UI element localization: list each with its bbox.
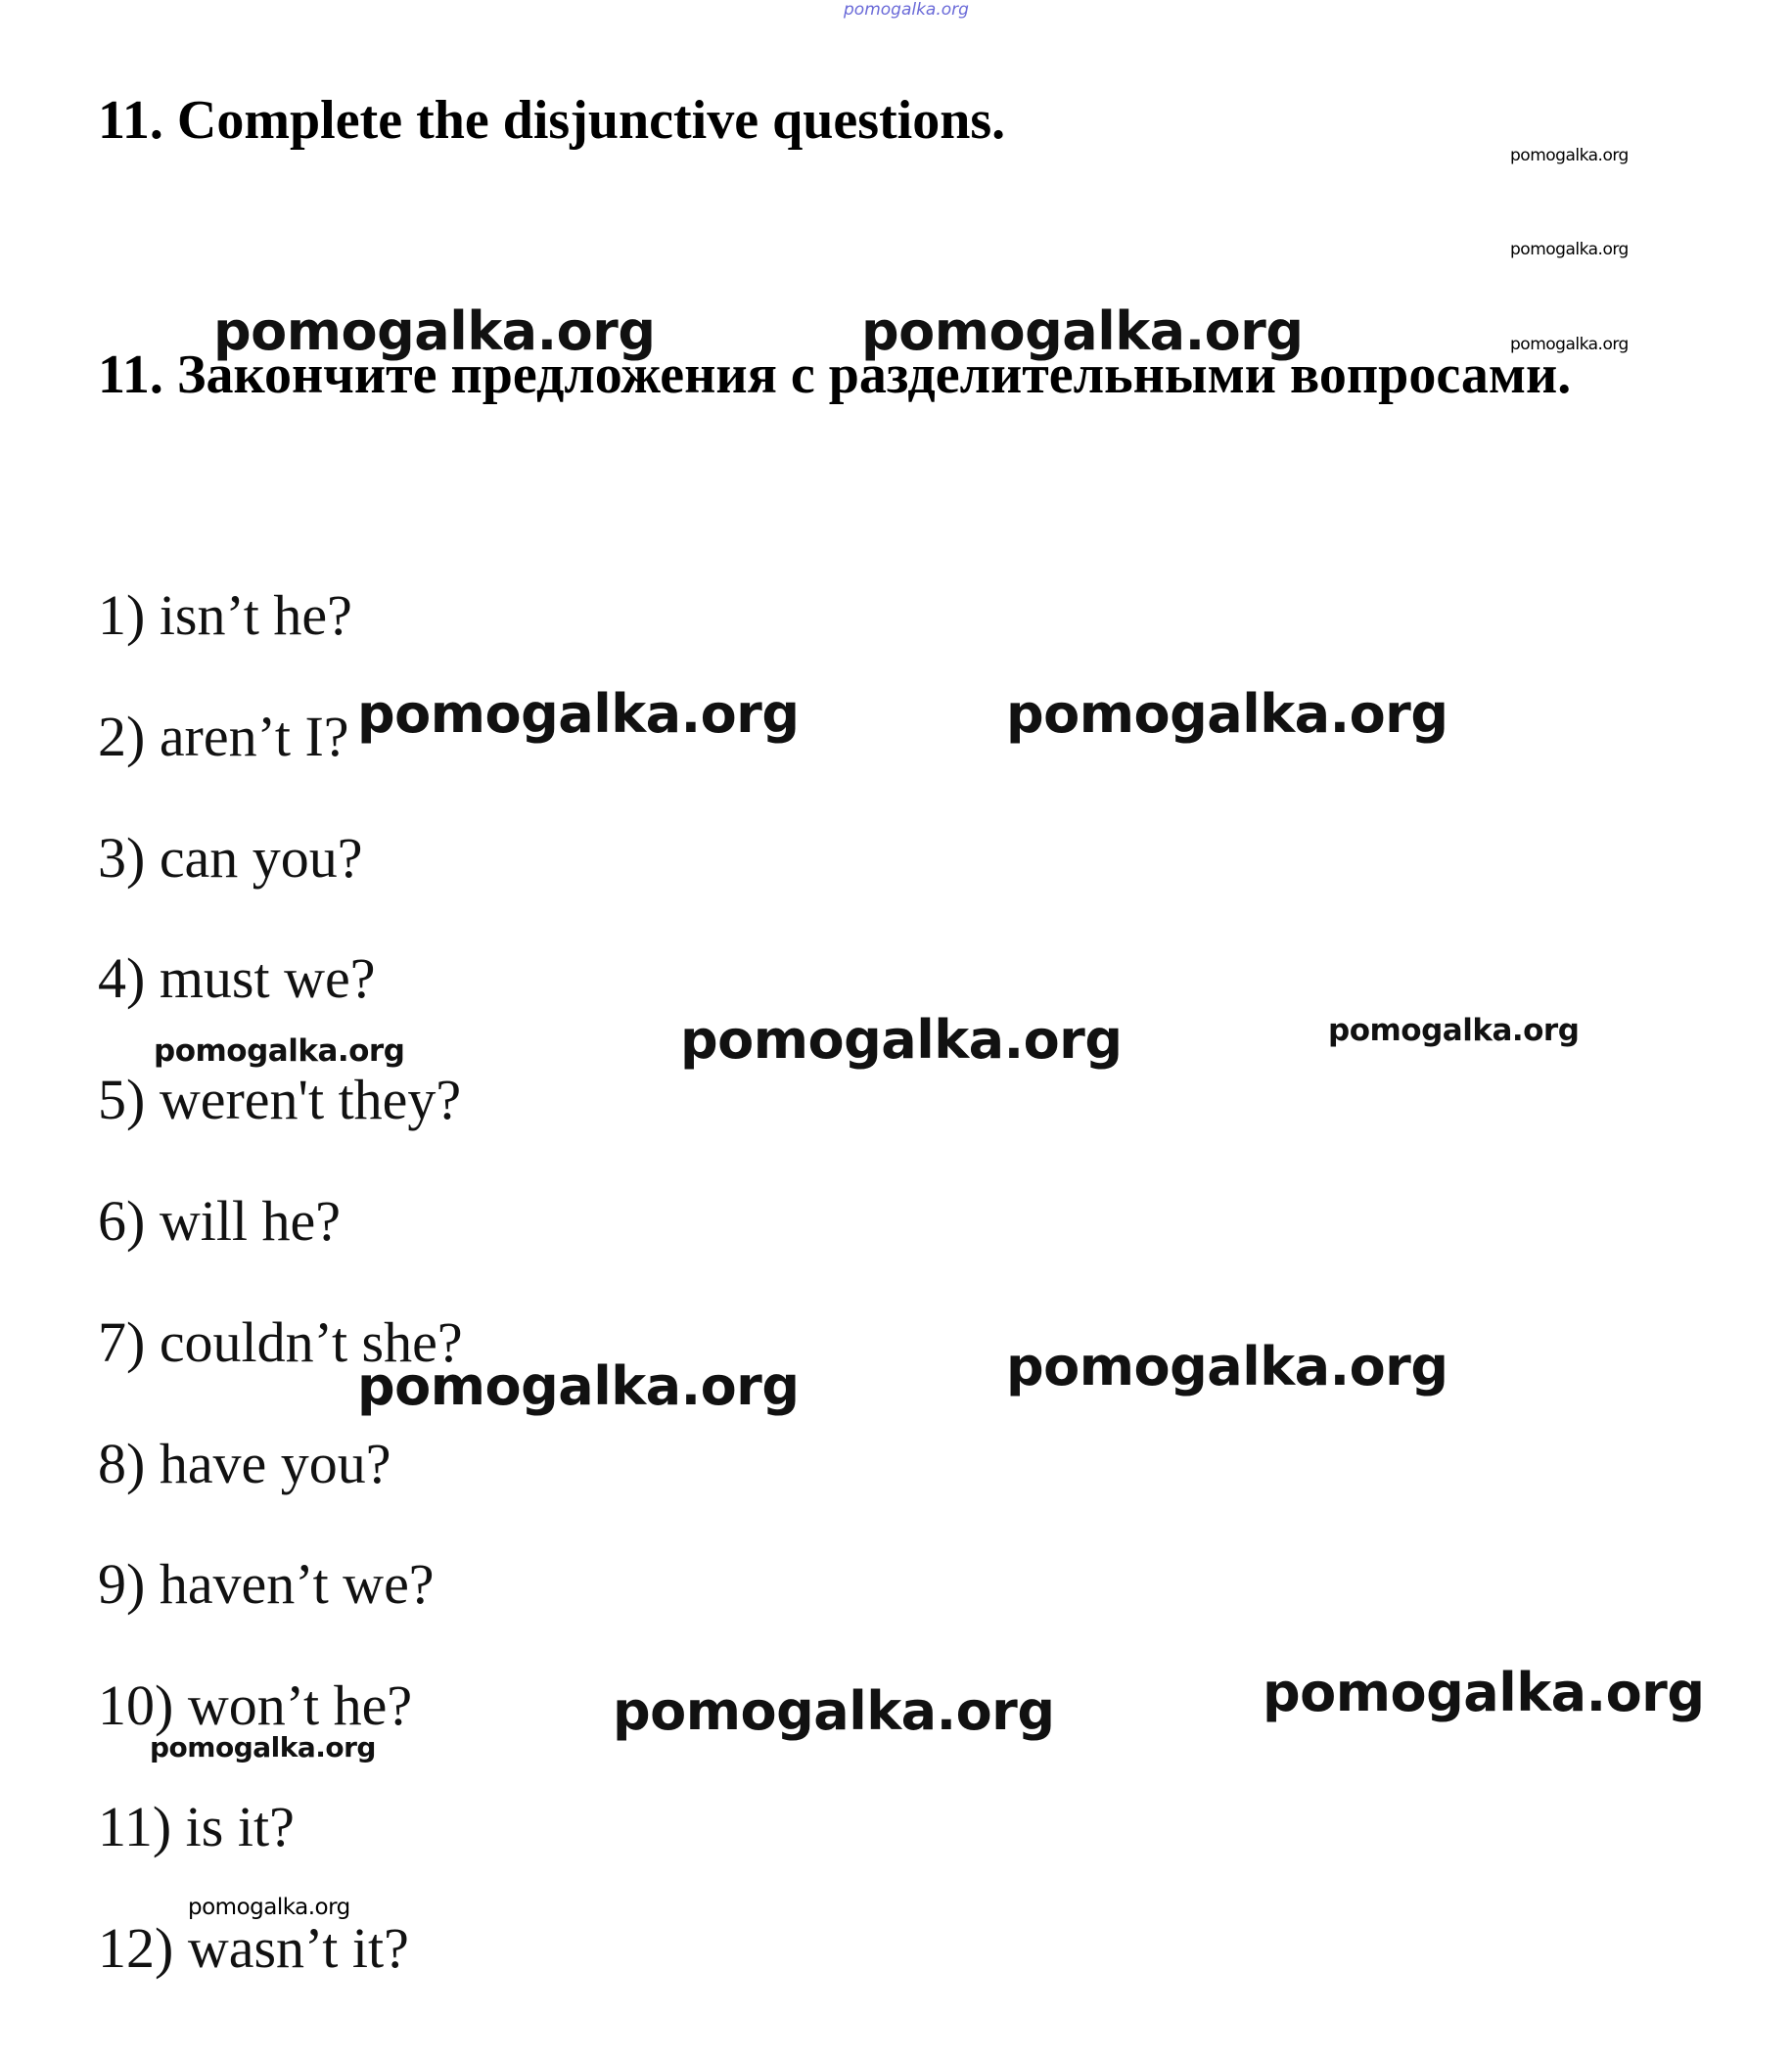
watermark: pomogalka.org (1006, 1336, 1448, 1397)
watermark: pomogalka.org (1510, 240, 1629, 259)
watermark: pomogalka.org (1510, 146, 1629, 165)
watermark: pomogalka.org (844, 0, 969, 20)
watermark: pomogalka.org (150, 1731, 376, 1763)
watermark: pomogalka.org (861, 300, 1304, 362)
exercise-title-english: 11. Complete the disjunctive questions. (98, 90, 1006, 151)
watermark: pomogalka.org (357, 1355, 800, 1417)
watermark: pomogalka.org (613, 1680, 1055, 1742)
watermark: pomogalka.org (1263, 1662, 1705, 1723)
answer-item: 3) can you? (98, 826, 363, 890)
watermark: pomogalka.org (213, 300, 656, 362)
watermark: pomogalka.org (188, 1895, 350, 1920)
answer-item: 4) must we? (98, 946, 376, 1010)
answer-item: 12) wasn’t it? (98, 1916, 409, 1980)
answer-item: 1) isn’t he? (98, 583, 352, 647)
answer-item: 5) weren't they? (98, 1068, 462, 1131)
answer-item: 2) aren’t I? (98, 705, 349, 768)
exercise-title-russian: 11. Закончите предложения с разделительными вопросами. (98, 344, 1572, 405)
watermark: pomogalka.org (154, 1033, 405, 1069)
answer-item: 10) won’t he? (98, 1673, 413, 1737)
watermark: pomogalka.org (1328, 1013, 1580, 1048)
answer-item: 9) haven’t we? (98, 1552, 435, 1616)
watermark: pomogalka.org (680, 1009, 1123, 1071)
answer-item: 8) have you? (98, 1432, 391, 1495)
answer-item: 6) will he? (98, 1189, 342, 1253)
answer-item: 11) is it? (98, 1795, 295, 1858)
watermark: pomogalka.org (1510, 335, 1629, 354)
watermark: pomogalka.org (357, 683, 800, 745)
watermark: pomogalka.org (1006, 683, 1448, 745)
answer-item: 7) couldn’t she? (98, 1310, 463, 1374)
